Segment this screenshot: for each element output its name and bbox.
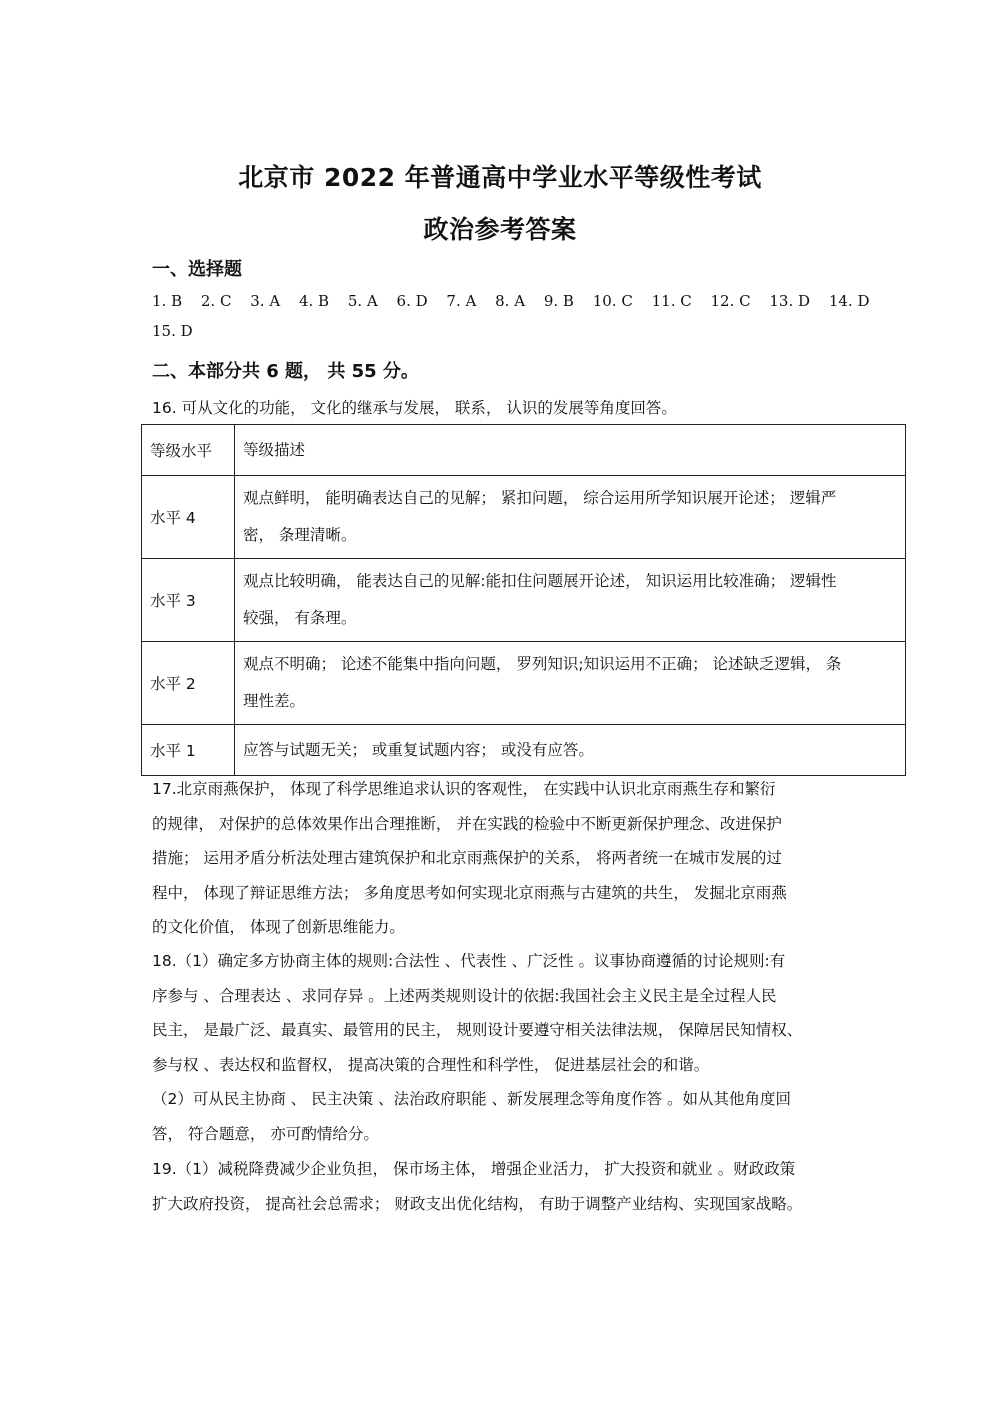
desc-cell bbox=[235, 725, 906, 776]
grading-table bbox=[141, 424, 906, 776]
answer-line: 措施； 运用矛盾分析法处理古建筑保护和北京雨燕保护的关系， 将两者统一在城市发展的过 bbox=[152, 849, 782, 868]
section-heading-choice: 一、选择题 bbox=[152, 259, 242, 280]
choice-answer: 9. B bbox=[543, 292, 574, 310]
choice-answer: 12. C bbox=[710, 292, 751, 310]
choice-answer: 1. B bbox=[152, 292, 183, 310]
choice-answer: 10. C bbox=[592, 292, 633, 310]
table-row bbox=[142, 725, 906, 776]
desc-line: 理性差。 bbox=[243, 692, 306, 710]
desc-line: 观点比较明确， 能表达自己的见解:能扣住问题展开论述， 知识运用比较准确； 逻辑性 bbox=[243, 572, 837, 590]
desc-cell bbox=[235, 559, 906, 642]
answer-line: 的规律， 对保护的总体效果作出合理推断， 并在实践的检验中不断更新保护理念、改进保护 bbox=[152, 814, 782, 833]
desc-line: 密， 条理清晰。 bbox=[243, 526, 357, 544]
answer-line: 序参与 、合理表达 、求同存异 。上述两类规则设计的依据:我国社会主义民主是全过程人民 bbox=[152, 986, 777, 1005]
q16-intro: 16. 可从文化的功能， 文化的继承与发展， 联系， 认识的发展等角度回答。 bbox=[152, 399, 677, 417]
answer-line: 民主， 是最广泛、最真实、最管用的民主， 规则设计要遵守相关法律法规， 保障居民知情权、 bbox=[152, 1021, 803, 1040]
table-row bbox=[142, 642, 906, 725]
q19-answer bbox=[152, 1152, 852, 1221]
answer-line: 18.（1）确定多方协商主体的规则:合法性 、代表性 、广泛性 。议事协商遵循的讨论规则:有 bbox=[152, 952, 786, 970]
q18-part1-answer bbox=[152, 944, 852, 1082]
level-cell: 水平 2 bbox=[142, 642, 235, 725]
answer-line: 17.北京雨燕保护， 体现了科学思维追求认识的客观性， 在实践中认识北京雨燕生存和繁衍 bbox=[152, 780, 776, 798]
q17-answer bbox=[152, 772, 852, 945]
level-cell: 水平 1 bbox=[142, 725, 235, 776]
answer-line: 扩大政府投资， 提高社会总需求； 财政支出优化结构， 有助于调整产业结构、实现国家战略。 bbox=[152, 1194, 803, 1213]
desc-line: 观点不明确； 论述不能集中指向问题， 罗列知识;知识运用不正确； 论述缺乏逻辑， 条 bbox=[243, 655, 842, 673]
answer-line: 19.（1）减税降费减少企业负担， 保市场主体， 增强企业活力， 扩大投资和就业 。财政政策 bbox=[152, 1160, 796, 1178]
page-subtitle: 政治参考答案 bbox=[423, 215, 577, 244]
choice-answer: 13. D bbox=[769, 292, 811, 310]
choice-answers-line-2 bbox=[152, 322, 207, 340]
desc-line: 观点鲜明， 能明确表达自己的见解； 紧扣问题， 综合运用所学知识展开论述； 逻辑严 bbox=[243, 489, 837, 507]
answer-line: 的文化价值， 体现了创新思维能力。 bbox=[152, 918, 405, 937]
choice-answer: 15. D bbox=[152, 322, 193, 340]
choice-answer: 11. C bbox=[651, 292, 692, 310]
table-header-level: 等级水平 bbox=[142, 425, 235, 476]
choice-answer: 3. A bbox=[250, 292, 281, 310]
answer-line: 参与权 、表达权和监督权， 提高决策的合理性和科学性， 促进基层社会的和谐。 bbox=[152, 1055, 710, 1074]
choice-answer: 4. B bbox=[298, 292, 330, 310]
choice-answer: 7. A bbox=[446, 292, 477, 310]
table-header-row bbox=[142, 425, 906, 476]
desc-line: 较强， 有条理。 bbox=[243, 609, 357, 627]
table-row bbox=[142, 559, 906, 642]
desc-line: 应答与试题无关； 或重复试题内容； 或没有应答。 bbox=[243, 740, 594, 759]
choice-answer: 5. A bbox=[347, 292, 378, 310]
page-title: 北京市 2022 年普通高中学业水平等级性考试 bbox=[238, 163, 762, 192]
choice-answer: 14. D bbox=[828, 292, 870, 310]
answer-line: 程中， 体现了辩证思维方法； 多角度思考如何实现北京雨燕与古建筑的共生， 发掘北京雨燕 bbox=[152, 883, 787, 902]
table-row bbox=[142, 476, 906, 559]
q18-part2-answer bbox=[152, 1082, 852, 1151]
level-cell: 水平 3 bbox=[142, 559, 235, 642]
choice-answer: 8. A bbox=[495, 292, 526, 310]
choice-answers-line-1 bbox=[152, 292, 883, 310]
level-cell: 水平 4 bbox=[142, 476, 235, 559]
answer-line: 答， 符合题意， 亦可酌情给分。 bbox=[152, 1124, 379, 1143]
desc-cell bbox=[235, 476, 906, 559]
choice-answer: 2. C bbox=[200, 292, 232, 310]
section-heading-essay: 二、本部分共 6 题， 共 55 分。 bbox=[152, 361, 419, 382]
table-header-desc: 等级描述 bbox=[235, 425, 906, 476]
desc-cell bbox=[235, 642, 906, 725]
choice-answer: 6. D bbox=[396, 292, 428, 310]
answer-line: （2）可从民主协商 、 民主决策 、法治政府职能 、新发展理念等角度作答 。如从其他角度回 bbox=[152, 1090, 791, 1108]
